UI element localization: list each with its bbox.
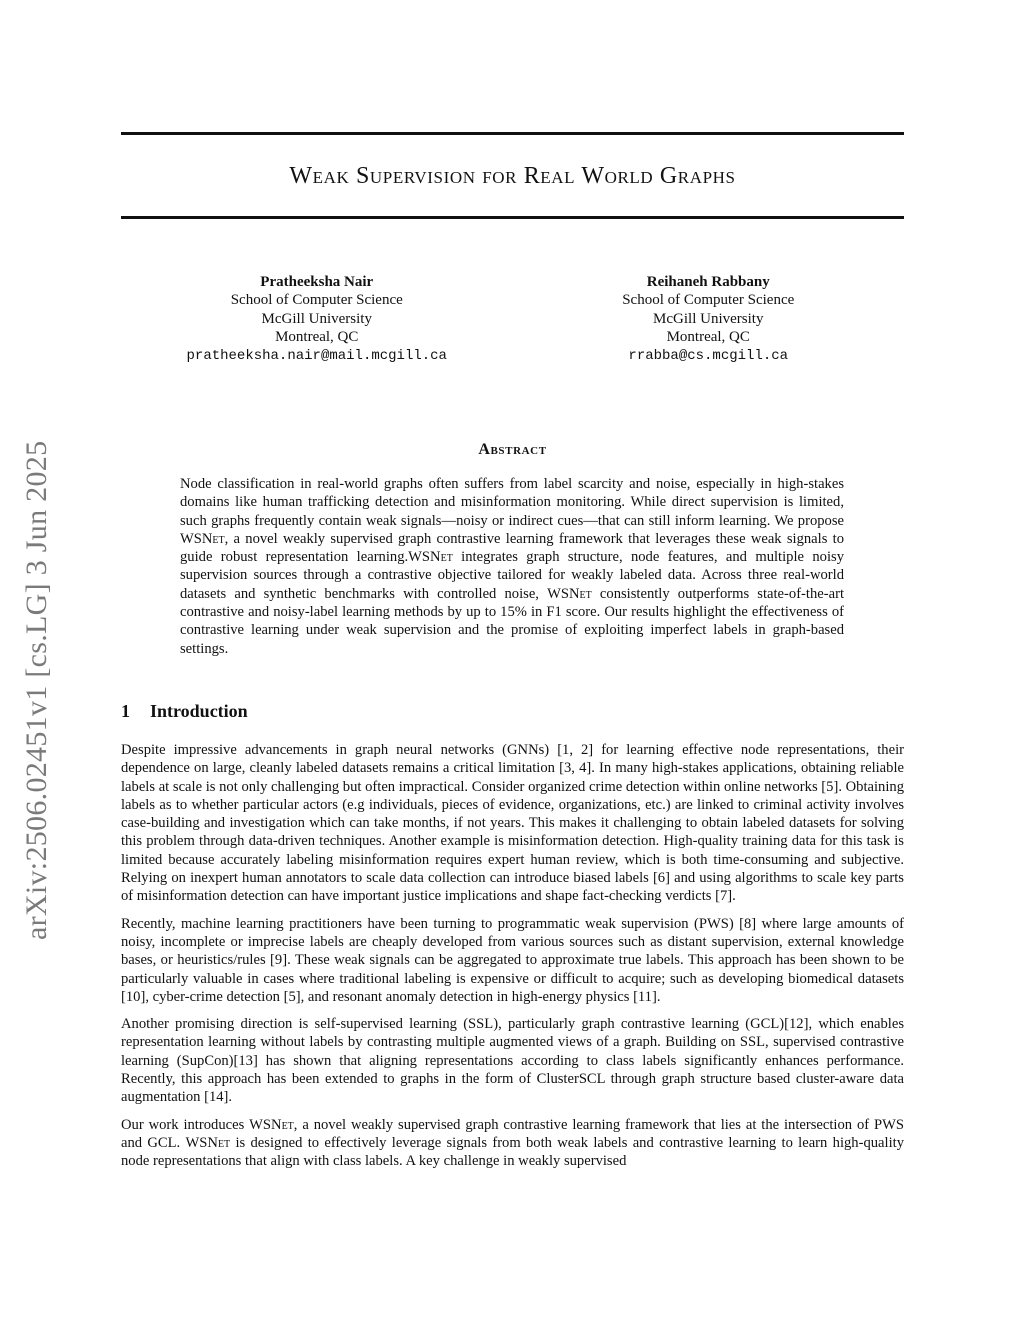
author-name: Reihaneh Rabbany [646, 274, 770, 290]
abstract-segment: consistently outperforms state-of-the-art contrastive and noisy-label learning methods by up to 15% in F1 score. Our results highlight the effectiveness of contrastive learning under weak supervision and the promise of exploiting imperfect labels in graph-based settings. [180, 585, 844, 657]
paragraph-segment: Our work introduces [121, 1116, 250, 1133]
title-rule-bottom [121, 216, 904, 219]
section-heading-introduction [121, 701, 248, 722]
author-university: McGill University [653, 310, 764, 327]
method-name: WSNet [249, 1116, 294, 1133]
abstract-segment: , a novel weakly supervised graph contrastive learning framework that leverages these weak signals to guide robust representation learning. [180, 530, 844, 566]
paragraph-2: Recently, machine learning practitioners have been turning to programmatic weak supervision (PWS) [8] where large amounts of noisy, incomplete or imprecise labels are cheaply developed from various sources such as distant supervision, external knowledge bases, or heuristics/rules [9]. These weak signals can be aggregated to approximate true labels. This approach has been shown to be particularly valuable in cases where traditional labeling is expensive or difficult to acquire; such as developing biomedical datasets [10], cyber-crime detection [5], and resonant anomaly detection in high-energy physics [11]. [121, 915, 904, 1005]
method-name: WSNet [185, 1134, 231, 1151]
author-email[interactable]: rrabba@cs.mcgill.ca [628, 347, 789, 364]
abstract-segment: Node classification in real-world graphs often suffers from label scarcity and noise, especially in high-stakes domains like human trafficking detection and misinformation monitoring. While direct supervision is limited, such graphs frequently contain weak signals—noisy or indirect cues—that can still inform learning. We propose [180, 476, 844, 529]
section-number: 1 [121, 701, 130, 721]
author-name: Pratheeksha Nair [260, 274, 374, 290]
section-title: Introduction [150, 701, 248, 721]
paragraph-3: Another promising direction is self-supervised learning (SSL), particularly graph contrastive learning (GCL)[12], which enables representation learning without labels by contrasting multiple augmented views of a graph. Building on SSL, supervised contrastive learning (SupCon)[13] has shown that aligning representations according to class labels significantly enhances performance. Recently, this approach has been extended to graphs in the form of ClusterSCL through graph structure based cluster-aware data augmentation [14]. [121, 1016, 904, 1106]
paragraph-1: Despite impressive advancements in graph neural networks (GNNs) [1, 2] for learning effective node representations, their dependence on large, cleanly labeled datasets remains a critical limitation [3, 4]. In many high-stakes applications, obtaining reliable labels at scale is not only challenging but often impractical. Consider organized crime detection within online networks [5]. Obtaining labels as to whether particular actors (e.g individuals, pieces of evidence, organizations, etc.) are linked to criminal activity involves case-building and investigation which can take months, if not years. This makes it challenging to obtain labeled datasets for solving this problem through data-driven techniques. Another example is misinformation detection. High-quality training data for this task is limited because accurately labeling misinformation requires expert human review, which is both time-consuming and subjective. Relying on inexpert human annotators to scale data collection can introduce biased labels [6] and using algorithms to scale key parts of misinformation detection can have important justice implications and shape fact-checking verdicts [7]. [121, 742, 904, 905]
abstract-segment: integrates graph structure, node features, and multiple noisy supervision sources through a contrastive objective tailored for weakly labeled data. Across three real-world datasets and synthetic benchmarks with controlled noise, [180, 549, 844, 602]
arxiv-identifier-stamp: arXiv:2506.02451v1 [cs.LG] 3 Jun 2025 [20, 440, 53, 940]
paragraph-segment: is designed to effectively leverage signals from both weak labels and contrastive learning to learn high-quality node representations that align with class labels. A key challenge in weakly supervised [121, 1134, 904, 1170]
author-location: Montreal, QC [275, 329, 359, 346]
method-name: WSNet [408, 549, 453, 566]
author-list [121, 273, 904, 365]
paragraph-4 [121, 1116, 904, 1171]
author-2 [513, 273, 905, 365]
title-block [121, 132, 904, 219]
method-name: WSNet [547, 585, 592, 602]
author-department: School of Computer Science [622, 292, 795, 309]
abstract-text [180, 475, 844, 658]
author-department: School of Computer Science [230, 292, 403, 309]
method-name: WSNet [180, 530, 225, 547]
paragraph-segment: , a novel weakly supervised graph contrastive learning framework that lies at the intersection of PWS and GCL. [121, 1116, 904, 1151]
introduction-body [121, 741, 904, 1180]
author-university: McGill University [261, 310, 372, 327]
author-location: Montreal, QC [666, 329, 750, 346]
paper-title: Weak Supervision for Real World Graphs [289, 163, 736, 189]
abstract-heading: Abstract [478, 441, 547, 458]
author-1 [121, 273, 513, 365]
author-email[interactable]: pratheeksha.nair@mail.mcgill.ca [186, 347, 447, 364]
